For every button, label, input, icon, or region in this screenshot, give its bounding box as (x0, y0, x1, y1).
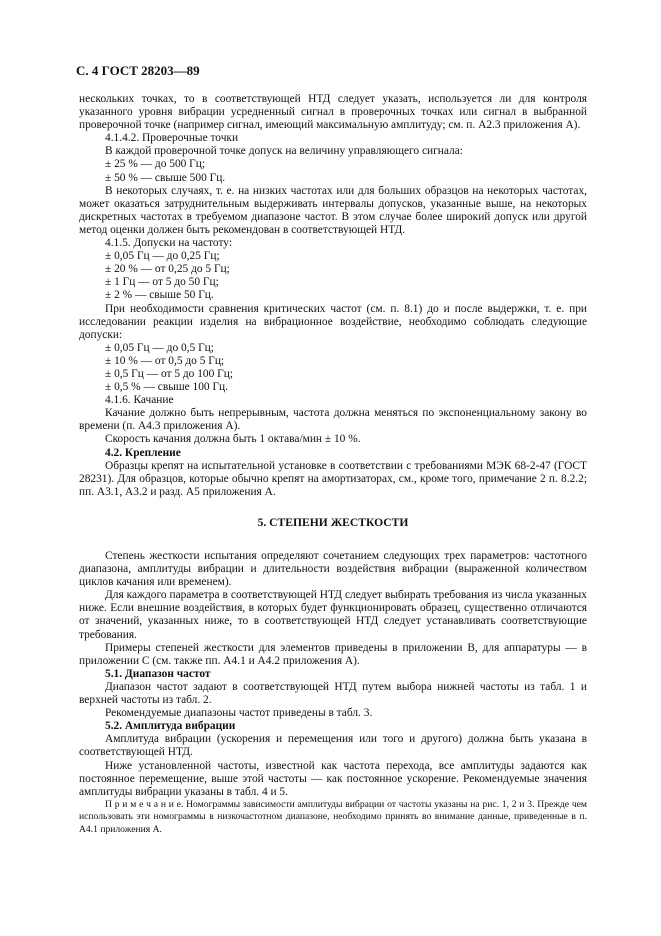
paragraph: Степень жесткости испытания определяют сочетанием следующих трех параметров: частотного диапазона, амплитуды вибрации и длительности воздействия вибрации (выраженной количеством циклов качания или временем). (79, 550, 587, 589)
paragraph: В некоторых случаях, т. е. на низких частотах или для больших образцов на некоторых частотах, может оказаться затруднительным выдерживать интервалы допусков, указанные выше, на некоторых дискретных частотах в требуемом диапазоне частот. В этом случае более широкий допуск или другой метод оценки должен быть рекомендован в соответствующей НТД. (79, 184, 587, 236)
paragraph: Диапазон частот задают в соответствующей НТД путем выбора нижней частоты из табл. 1 и верхней частоты из табл. 2. (79, 680, 587, 707)
paragraph: В каждой проверочной точке допуск на величину управляющего сигнала: (105, 145, 463, 158)
paragraph: ± 0,05 Гц — до 0,5 Гц; (105, 341, 214, 354)
paragraph: Рекомендуемые диапазоны частот приведены в табл. 3. (105, 707, 373, 720)
paragraph: Качание должно быть непрерывным, частота должна меняться по экспоненциальному закону во времени (п. А4.3 приложения А). (79, 407, 587, 433)
paragraph: ± 0,05 Гц — до 0,25 Гц; (105, 250, 220, 263)
paragraph: 5.1. Диапазон частот (105, 667, 211, 680)
paragraph: 4.1.5. Допуски на частоту: (105, 237, 233, 250)
paragraph: ± 25 % — до 500 Гц; (105, 158, 206, 171)
paragraph: 4.1.6. Качание (105, 394, 174, 407)
paragraph: нескольких точках, то в соответствующей НТД следует указать, используется ли для контроля указанного уровня вибрации усредненный сигнал в проверочных точках или сигнал в выбранной проверочной точке (например сигнал, имеющий максимальную амплитуду; см. п. А2.3 приложения А). (79, 93, 587, 132)
document-body (79, 93, 587, 836)
paragraph: ± 2 % — свыше 50 Гц. (105, 289, 214, 302)
paragraph: ± 1 Гц — от 5 до 50 Гц; (105, 276, 219, 289)
paragraph: ± 20 % — от 0,25 до 5 Гц; (105, 263, 230, 276)
paragraph: Примеры степеней жесткости для элементов приведены в приложении В, для аппаратуры — в приложении С (см. также пп. А4.1 и А4.2 приложения А). (79, 641, 587, 667)
paragraph: 5.2. Амплитуда вибрации (105, 720, 236, 733)
paragraph: ± 10 % — от 0,5 до 5 Гц; (105, 354, 225, 367)
paragraph: Образцы крепят на испытательной установке в соответствии с требованиями МЭК 68-2-47 (ГОСТ 28231). Для образцов, которые обычно крепят на амортизаторах, см., кроме того, примечание 2 п. 8.2.2; пп. А3.1, А3.2 и разд. А5 приложения А. (79, 459, 587, 498)
paragraph: 4.2. Крепление (105, 446, 181, 459)
paragraph: Амплитуда вибрации (ускорения и перемещения или того и другого) должна быть указана в соответствующей НТД. (79, 733, 587, 759)
paragraph: ± 50 % — свыше 500 Гц. (105, 171, 226, 184)
paragraph: ± 0,5 % — свыше 100 Гц. (105, 381, 228, 394)
paragraph: ± 0,5 Гц — от 5 до 100 Гц; (105, 367, 233, 380)
paragraph: Для каждого параметра в соответствующей НТД следует выбирать требования из числа указанных ниже. Если внешние воздействия, в которых будет функционировать образец, существенно отличаются от значений, указанных ниже, то в соответствующей НТД следует устанавливать соответствующие требования. (79, 589, 587, 641)
paragraph: Ниже установленной частоты, известной как частота перехода, все амплитуды задаются как постоянное перемещение, выше этой частоты — как постоянное ускорение. Рекомендуемые значения амплитуды вибрации указаны в табл. 4 и 5. (79, 759, 587, 798)
paragraph: Скорость качания должна быть 1 октава/мин ± 10 %. (105, 433, 361, 446)
page-header: С. 4 ГОСТ 28203—89 (76, 63, 200, 78)
paragraph: При необходимости сравнения критических частот (см. п. 8.1) до и после выдержки, т. е. при исследовании реакции изделия на вибрационное воздействие, необходимо соблюдать следующие допуски: (79, 302, 587, 341)
note-paragraph: П р и м е ч а н и е. Номограммы зависимости амплитуды вибрации от частоты указаны на рис. 1, 2 и 3. Прежде чем использовать эти номограммы в низкочастотном диапазоне, необходимо принять во внимание данные, приведенные в п. А4.1 приложения А. (79, 798, 587, 835)
section-heading: 5. СТЕПЕНИ ЖЕСТКОСТИ (257, 515, 409, 529)
paragraph: 4.1.4.2. Проверочные точки (105, 132, 239, 145)
